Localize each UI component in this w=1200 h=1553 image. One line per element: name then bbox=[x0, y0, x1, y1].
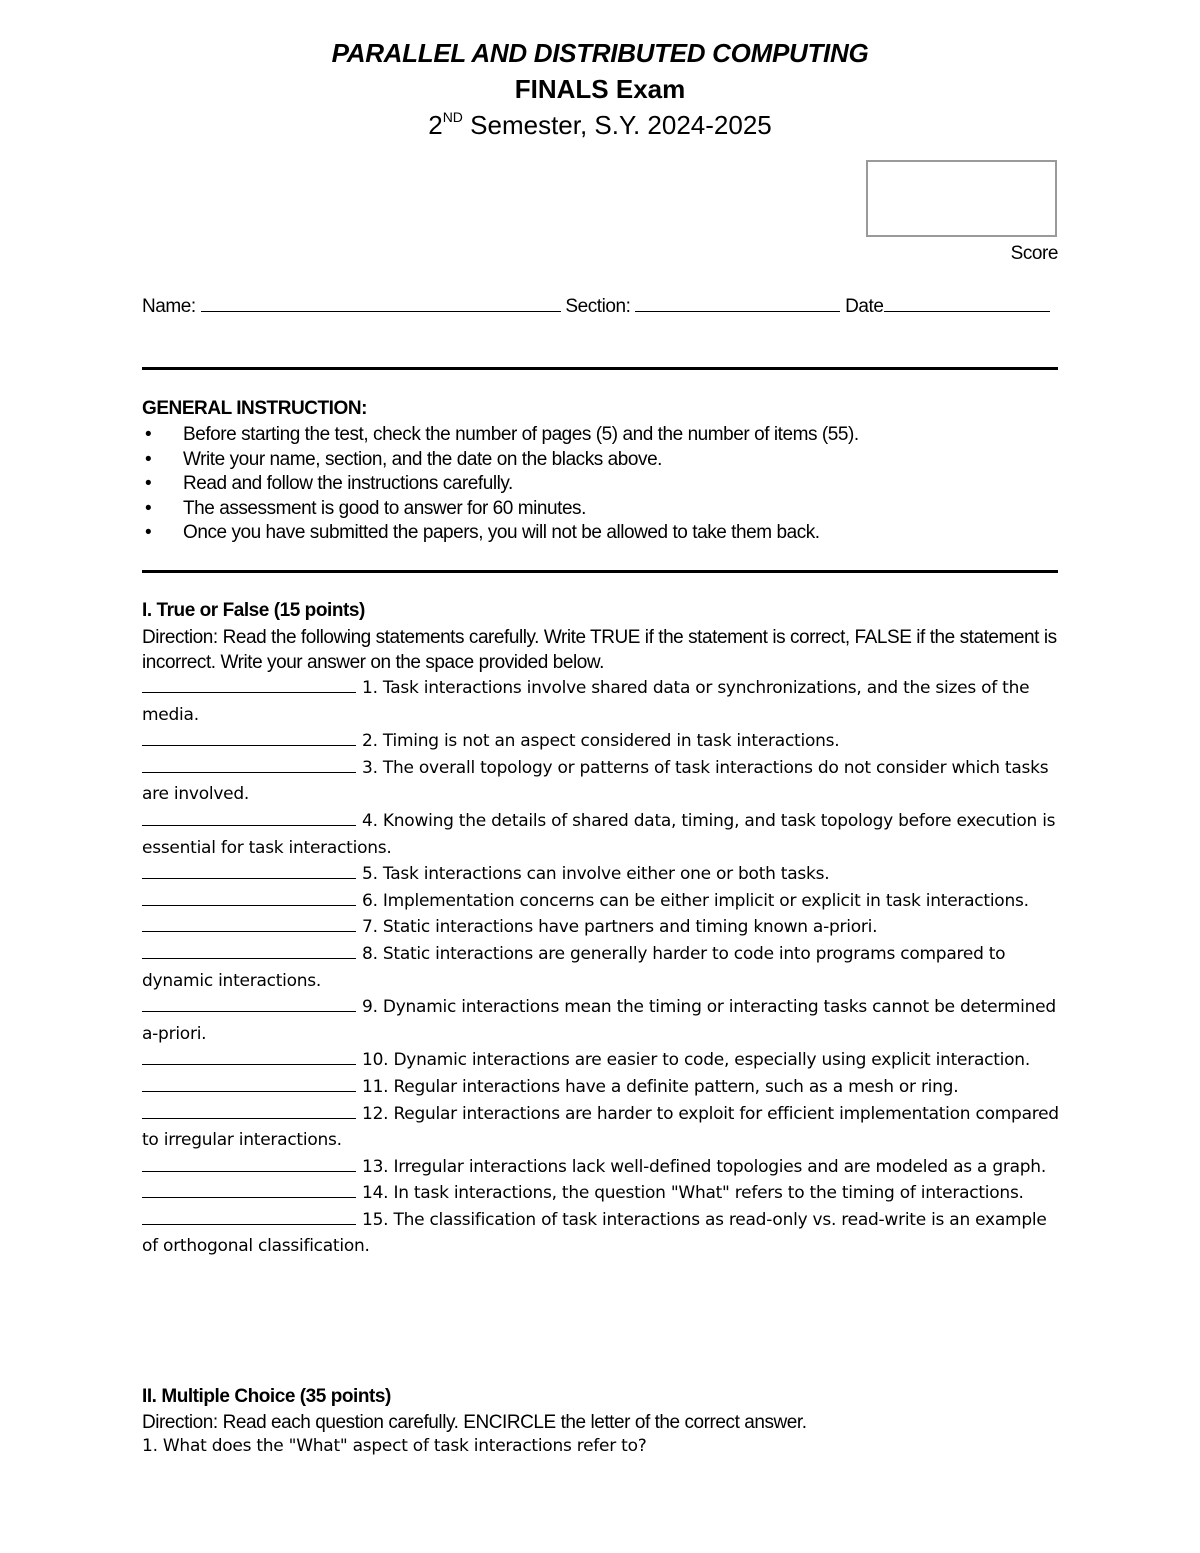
multiple-choice-direction: Direction: Read each question carefully. ENCIRCLE the letter of the correct answer. bbox=[142, 1412, 807, 1433]
section-label: Section: bbox=[565, 296, 631, 317]
date-blank[interactable] bbox=[884, 293, 1050, 312]
true-false-item bbox=[142, 1154, 1062, 1181]
instruction-item: • Write your name, section, and the date on the blacks above. bbox=[142, 448, 1058, 473]
answer-blank[interactable] bbox=[142, 1180, 356, 1198]
general-instruction-heading: GENERAL INSTRUCTION: bbox=[142, 398, 367, 419]
true-false-direction: Direction: Read the following statements carefully. Write TRUE if the statement is correct, FALSE if the statement is incorrect. Write your answer on the space provided below. bbox=[142, 627, 1057, 673]
section-blank[interactable] bbox=[635, 293, 840, 312]
answer-blank[interactable] bbox=[142, 861, 356, 879]
statement-text: 6. Implementation concerns can be either implicit or explicit in task interactions. bbox=[362, 890, 1029, 911]
statement-text: 8. Static interactions are generally harder to code into programs compared to dynamic interactions. bbox=[142, 943, 1006, 991]
score-box[interactable] bbox=[866, 160, 1057, 237]
name-blank[interactable] bbox=[201, 293, 561, 312]
true-false-item bbox=[142, 808, 1062, 861]
answer-blank[interactable] bbox=[142, 808, 356, 826]
instruction-item: • Before starting the test, check the number of pages (5) and the number of items (55). bbox=[142, 423, 1058, 448]
answer-blank[interactable] bbox=[142, 994, 356, 1012]
answer-blank[interactable] bbox=[142, 888, 356, 906]
answer-blank[interactable] bbox=[142, 941, 356, 959]
true-false-item bbox=[142, 728, 1062, 755]
general-instruction-list bbox=[142, 423, 1058, 546]
answer-blank[interactable] bbox=[142, 1074, 356, 1092]
answer-blank[interactable] bbox=[142, 1207, 356, 1225]
statement-text: 10. Dynamic interactions are easier to code, especially using explicit interaction. bbox=[362, 1050, 1030, 1071]
semester-number: 2 bbox=[428, 110, 443, 140]
date-label: Date bbox=[845, 296, 884, 317]
statement-text: 14. In task interactions, the question "What" refers to the timing of interactions. bbox=[362, 1183, 1024, 1204]
true-false-item bbox=[142, 1047, 1062, 1074]
answer-blank[interactable] bbox=[142, 728, 356, 746]
semester-superscript: ND bbox=[442, 109, 463, 125]
true-false-item bbox=[142, 1074, 1062, 1101]
semester-text: Semester, S.Y. 2024-2025 bbox=[462, 110, 772, 140]
statement-text: 12. Regular interactions are harder to exploit for efficient implementation compared to irregular interactions. bbox=[142, 1103, 1059, 1151]
exam-title: PARALLEL AND DISTRIBUTED COMPUTING bbox=[331, 38, 869, 68]
true-false-item bbox=[142, 675, 1062, 728]
statement-text: 1. Task interactions involve shared data or synchronizations, and the sizes of the media. bbox=[142, 678, 1030, 725]
answer-blank[interactable] bbox=[142, 755, 356, 773]
multiple-choice-heading: II. Multiple Choice (35 points) bbox=[142, 1386, 391, 1407]
answer-blank[interactable] bbox=[142, 1101, 356, 1119]
statement-text: 5. Task interactions can involve either one or both tasks. bbox=[362, 864, 830, 885]
student-info-line bbox=[142, 293, 1062, 318]
instruction-item: • Read and follow the instructions carefully. bbox=[142, 472, 1058, 497]
instruction-item: • Once you have submitted the papers, you will not be allowed to take them back. bbox=[142, 521, 1058, 546]
true-false-item bbox=[142, 1101, 1062, 1154]
true-false-list bbox=[142, 675, 1062, 1260]
name-label: Name: bbox=[142, 296, 196, 317]
score-label: Score bbox=[1010, 243, 1058, 264]
true-false-item bbox=[142, 914, 1062, 941]
divider-top bbox=[142, 367, 1058, 370]
statement-text: 4. Knowing the details of shared data, timing, and task topology before execution is essential for task interactions. bbox=[142, 810, 1056, 858]
answer-blank[interactable] bbox=[142, 1154, 356, 1172]
true-false-item bbox=[142, 861, 1062, 888]
instruction-item: • The assessment is good to answer for 60 minutes. bbox=[142, 497, 1058, 522]
true-false-item bbox=[142, 888, 1062, 915]
statement-text: 2. Timing is not an aspect considered in task interactions. bbox=[362, 731, 840, 752]
true-false-item bbox=[142, 1180, 1062, 1207]
answer-blank[interactable] bbox=[142, 914, 356, 932]
semester-line bbox=[0, 110, 1200, 141]
true-false-item bbox=[142, 755, 1062, 808]
statement-text: 11. Regular interactions have a definite pattern, such as a mesh or ring. bbox=[362, 1076, 959, 1097]
true-false-heading: I. True or False (15 points) bbox=[142, 600, 365, 621]
statement-text: 9. Dynamic interactions mean the timing or interacting tasks cannot be determined a-priori. bbox=[142, 997, 1056, 1044]
statement-text: 3. The overall topology or patterns of task interactions do not consider which tasks are involved. bbox=[142, 757, 1049, 805]
statement-text: 7. Static interactions have partners and timing known a-priori. bbox=[362, 917, 878, 938]
divider-bottom bbox=[142, 570, 1058, 573]
answer-blank[interactable] bbox=[142, 675, 356, 693]
exam-subtitle: FINALS Exam bbox=[514, 74, 686, 104]
statement-text: 13. Irregular interactions lack well-defined topologies and are modeled as a graph. bbox=[362, 1156, 1046, 1177]
answer-blank[interactable] bbox=[142, 1047, 356, 1065]
statement-text: 15. The classification of task interactions as read-only vs. read-write is an example of orthogonal classification. bbox=[142, 1209, 1047, 1257]
true-false-item bbox=[142, 941, 1062, 994]
true-false-item bbox=[142, 994, 1062, 1047]
true-false-item bbox=[142, 1207, 1062, 1260]
multiple-choice-question: 1. What does the "What" aspect of task interactions refer to? bbox=[142, 1436, 647, 1456]
